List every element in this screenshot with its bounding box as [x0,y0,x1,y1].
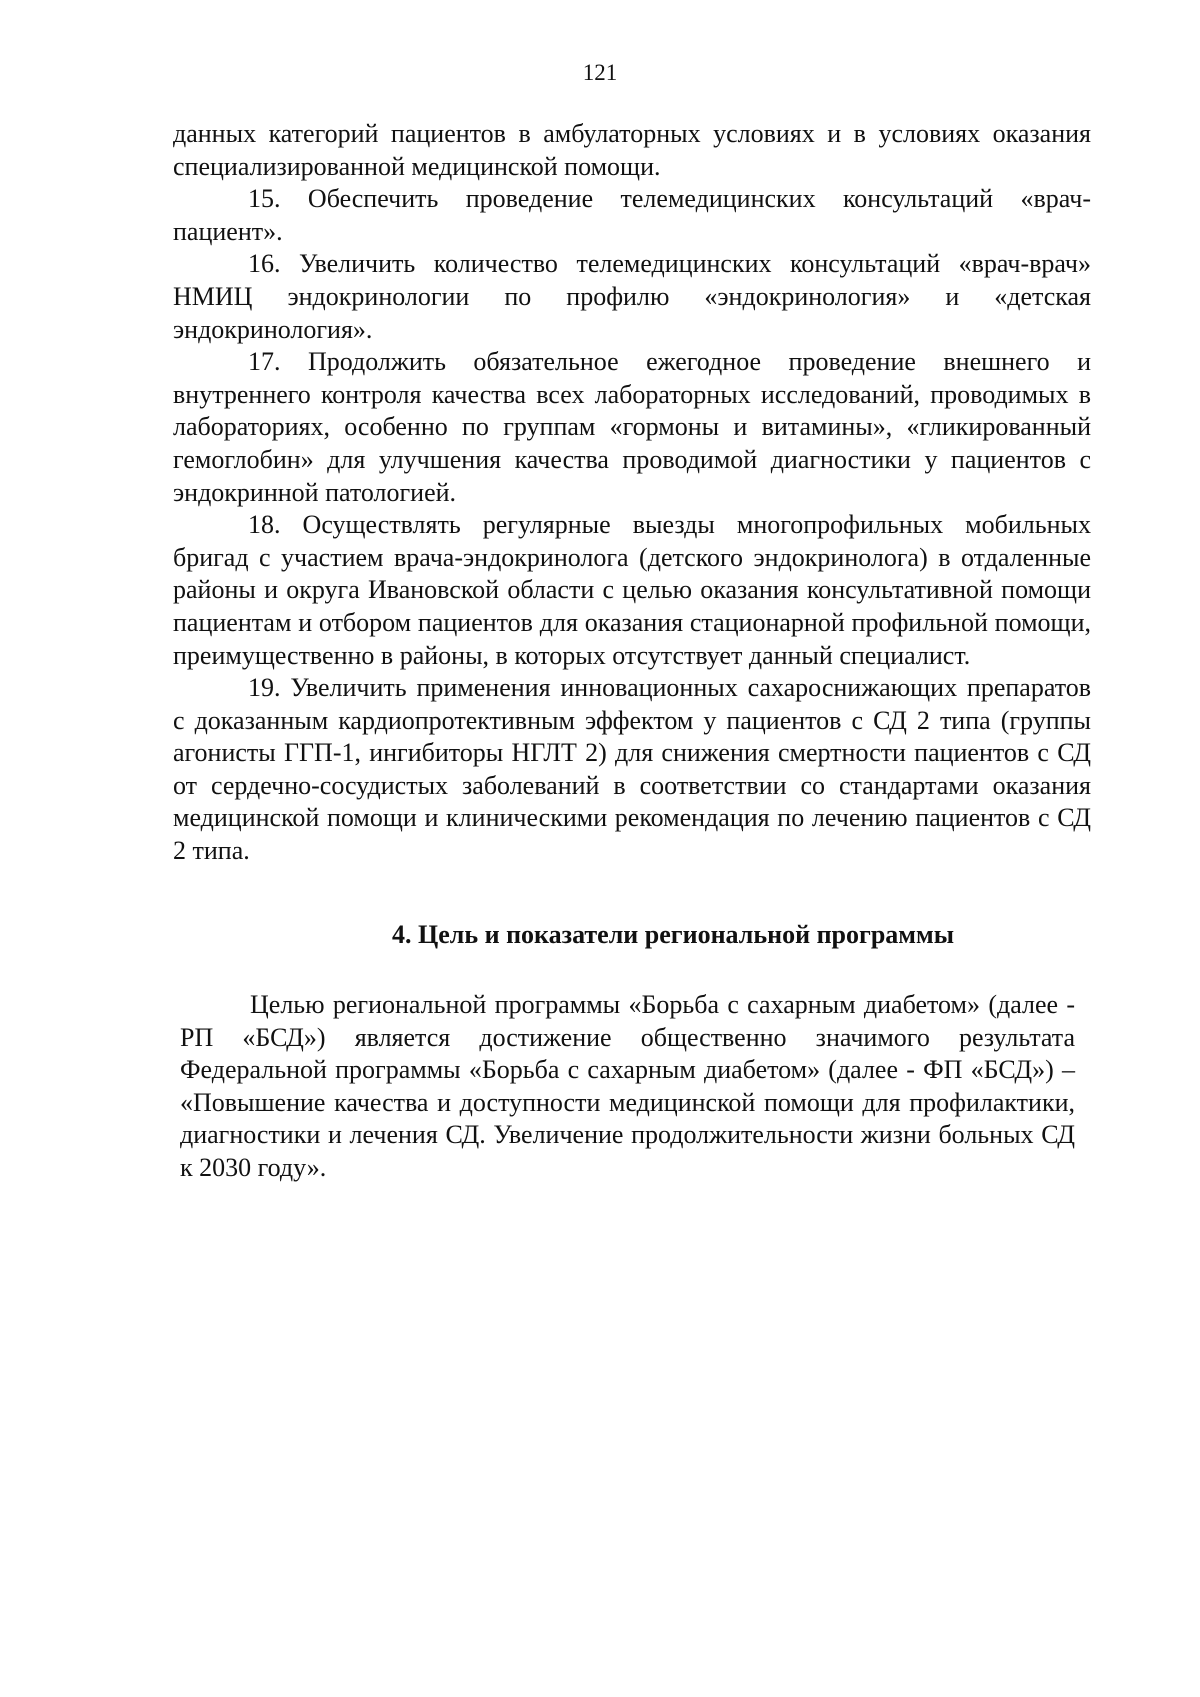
list-item-15: 15. Обеспечить проведение телемедицинских консультаций «врач-пациент». [173,184,1091,246]
list-item-19: 19. Увеличить применения инновационных сахароснижающих препаратов с доказанным кардиопротективным эффектом у пациентов с СД 2 типа (группы агонисты ГГП-1, ингибиторы НГЛТ 2) для снижения смертности пациентов с СД от сердечно-сосудистых заболеваний в соответствии со стандартами оказания медицинской помощи и клиническими рекомендация по лечению пациентов с СД 2 типа. [173,673,1091,866]
goal-paragraph: Целью региональной программы «Борьба с сахарным диабетом» (далее - РП «БСД») является достижение общественно значимого результата Федеральной программы «Борьба с сахарным диабетом» (далее - ФП «БСД») – «Повышение качества и доступности медицинской помощи для профилактики, диагностики и лечения СД. Увеличение продолжительности жизни больных СД к 2030 году». [180,990,1075,1182]
list-item-17: 17. Продолжить обязательное ежегодное проведение внешнего и внутреннего контроля качества всех лабораторных исследований, проводимых в лабораториях, особенно по группам «гормоны и витамины», «гликированный гемоглобин» для улучшения качества проводимой диагностики у пациентов с эндокринной патологией. [173,347,1091,507]
section-body [180,989,1075,1185]
list-item-16: 16. Увеличить количество телемедицинских консультаций «врач-врач» НМИЦ эндокринологии по профилю «эндокринология» и «детская эндокринология». [173,249,1091,344]
page-number: 121 [582,60,618,85]
section-heading: 4. Цель и показатели региональной программы [391,920,955,949]
continuation-paragraph: данных категорий пациентов в амбулаторных условиях и в условиях оказания специализированной медицинской помощи. [173,119,1091,181]
list-item-18: 18. Осуществлять регулярные выезды многопрофильных мобильных бригад с участием врача-эндокринолога (детского эндокринолога) в отдаленные районы и округа Ивановской области с целью оказания консультативной помощи пациентам и отбором пациентов для оказания стационарной профильной помощи, преимущественно в районы, в которых отсутствует данный специалист. [173,510,1091,670]
measures-list [173,118,1091,868]
